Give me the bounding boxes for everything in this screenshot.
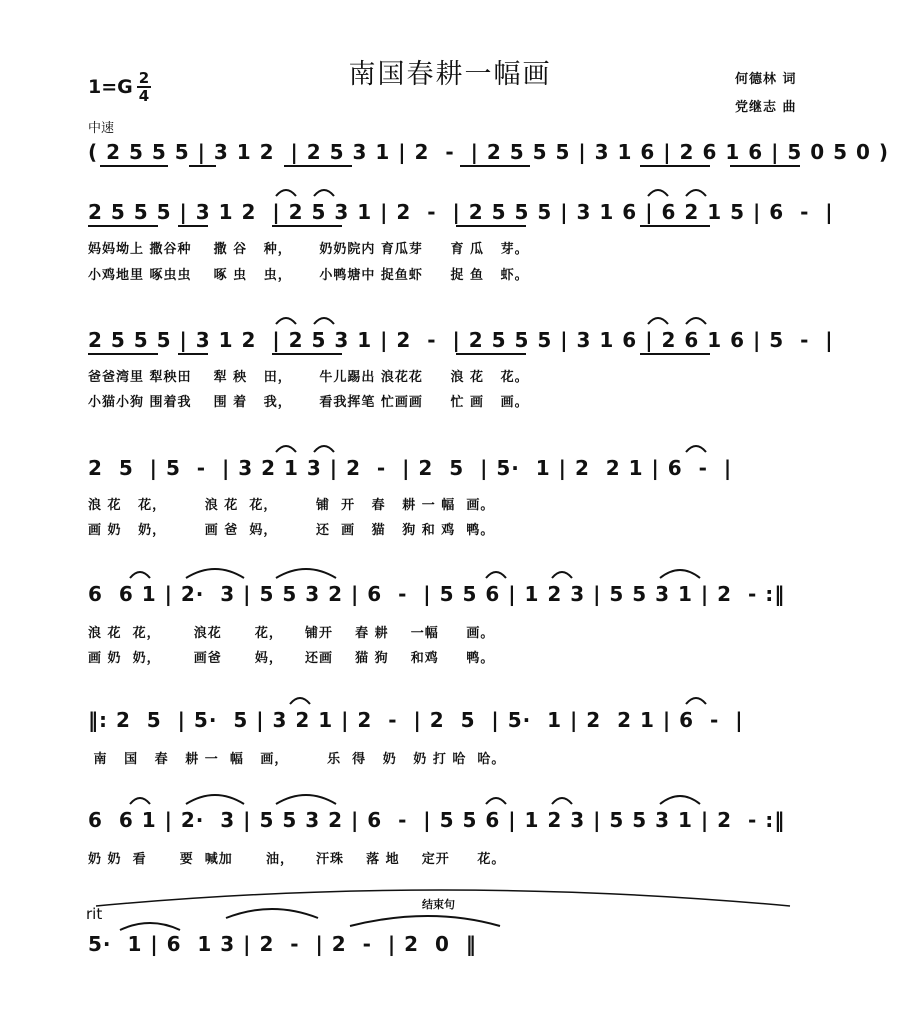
slur-mark (314, 318, 334, 324)
slur-mark (314, 190, 334, 196)
slur-mark (276, 318, 296, 324)
lyric-row-4-verse-2: 画 奶 奶， 画爸 妈， 还画 猫 狗 和鸡 鸭。 (88, 651, 495, 666)
slur-mark (486, 798, 506, 804)
slur-mark (186, 795, 244, 804)
lyric-row-2-verse-1: 爸爸湾里 犁秧田 犁 秧 田， 牛儿踢出 浪花花 浪 花 花。 (88, 370, 529, 385)
notation-row-intro: ( 2 5 5 5 | 3 1 2 | 2 5 3 1 | 2 - | 2 5 5 5 | 3 1 6 | 2 6 1 6 | 5 0 5 0 ) (88, 140, 889, 164)
notation-row-4: 6 6 1 | 2· 3 | 5 5 3 2 | 6 - | 5 5 6 | 1 2 3 | 5 5 3 1 | 2 - :‖ (88, 582, 786, 606)
slur-mark (276, 446, 296, 452)
song-title: 南国春耕一幅画 (348, 59, 552, 90)
slur-mark (276, 190, 296, 196)
lyric-row-3-verse-2: 画 奶 奶， 画 爸 妈， 还 画 猫 狗 和 鸡 鸭。 (88, 523, 495, 538)
slur-mark (686, 446, 706, 452)
time-signature-bottom: 4 (138, 87, 150, 105)
slur-mark (276, 795, 336, 804)
notation-row-5: ‖: 2 5 | 5· 5 | 3 2 1 | 2 - | 2 5 | 5· 1 | 2 2 1 | 6 - | (88, 708, 744, 732)
slur-mark (660, 570, 700, 578)
phrase-slur (96, 890, 790, 906)
slur-mark (486, 572, 506, 578)
time-signature-top: 2 (138, 69, 150, 87)
slur-mark (186, 569, 244, 578)
slur-mark (660, 796, 700, 804)
slur-mark (120, 923, 180, 930)
slur-mark (314, 446, 334, 452)
slur-mark (648, 318, 668, 324)
slur-mark (686, 190, 706, 196)
notation-row-2: 2 5 5 5 | 3 1 2 | 2 5 3 1 | 2 - | 2 5 5 5 | 3 1 6 | 2 6 1 6 | 5 - | (88, 328, 834, 352)
lyric-row-1-verse-1: 妈妈坳上 撒谷种 撒 谷 种， 奶奶院内 育瓜芽 育 瓜 芽。 (88, 242, 529, 257)
notation-row-6: 6 6 1 | 2· 3 | 5 5 3 2 | 6 - | 5 5 6 | 1 2 3 | 5 5 3 1 | 2 - :‖ (88, 808, 786, 832)
composer-credit: 党继志 曲 (735, 100, 797, 115)
notation-row-1: 2 5 5 5 | 3 1 2 | 2 5 3 1 | 2 - | 2 5 5 5 | 3 1 6 | 6 2 1 5 | 6 - | (88, 200, 834, 224)
slur-mark (686, 318, 706, 324)
slur-mark (290, 698, 310, 704)
slur-mark (130, 798, 150, 804)
slur-mark (552, 572, 572, 578)
notation-row-3: 2 5 | 5 - | 3 2 1 3 | 2 - | 2 5 | 5· 1 | 2 2 1 | 6 - | (88, 456, 733, 480)
slur-mark (552, 798, 572, 804)
slur-mark (226, 909, 318, 918)
slur-mark (686, 698, 706, 704)
slur-mark (130, 572, 150, 578)
ending-label: 结束句 (422, 898, 455, 911)
tempo-marking: 中速 (88, 121, 115, 136)
lyricist-credit: 何德林 词 (735, 72, 797, 87)
slur-mark (648, 190, 668, 196)
key-signature: 1=G (88, 76, 133, 98)
lyric-row-2-verse-2: 小猫小狗 围着我 围 着 我， 看我挥笔 忙画画 忙 画 画。 (88, 395, 529, 410)
lyric-row-1-verse-2: 小鸡地里 啄虫虫 啄 虫 虫， 小鸭塘中 捉鱼虾 捉 鱼 虾。 (88, 268, 529, 283)
notation-row-coda: 5· 1 | 6 1 3 | 2 - | 2 - | 2 0 ‖ (88, 932, 477, 956)
slur-mark (350, 916, 500, 926)
slur-mark (276, 569, 336, 578)
rit-marking: rit (86, 905, 103, 923)
lyric-row-5: 南 国 春 耕 一 幅 画， 乐 得 奶 奶 打 哈 哈。 (88, 752, 506, 767)
lyric-row-6: 奶 奶 看 要 喊加 油， 汗珠 落 地 定开 花。 (88, 852, 506, 867)
lyric-row-3-verse-1: 浪 花 花， 浪 花 花， 铺 开 春 耕 一 幅 画。 (88, 498, 495, 513)
lyric-row-4-verse-1: 浪 花 花， 浪花 花， 铺开 春 耕 一幅 画。 (88, 626, 495, 641)
